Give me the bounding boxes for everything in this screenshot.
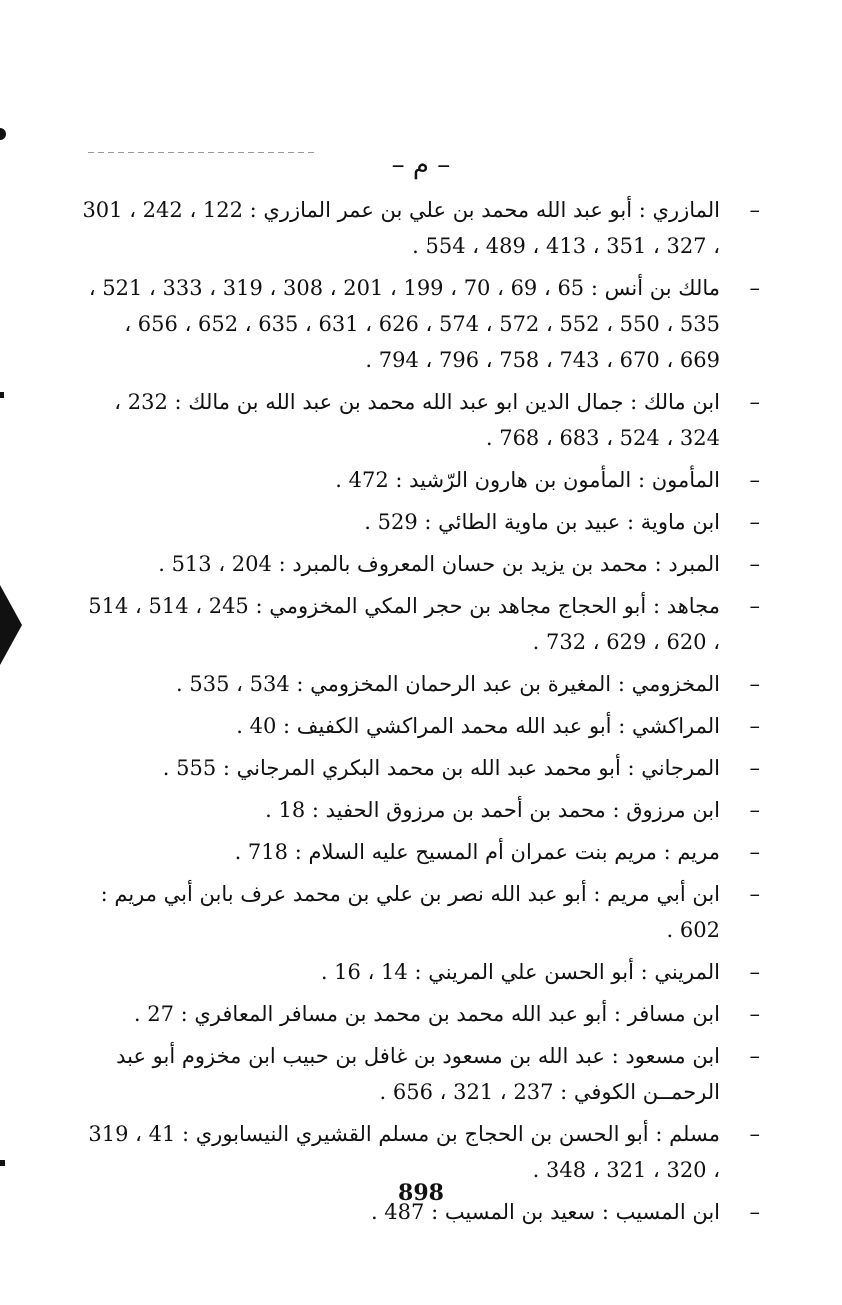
entry-head: المأمون : — [637, 468, 720, 492]
entry-head: ابن المسيب : — [601, 1200, 720, 1224]
entry-head: ابن مرزوق : — [612, 798, 720, 822]
entry-dash: – — [749, 840, 760, 864]
entry-body: أبو الحجاج مجاهد بن حجر المكي المخزومي : 245 ، 514 ، 514 ، 620 ، 629 ، 732 . — [88, 594, 720, 654]
index-entry — [80, 708, 760, 744]
index-entry — [80, 1038, 760, 1110]
entry-dash: – — [749, 594, 760, 618]
entry-body: أبو عبد الله نصر بن علي بن محمد عرف بابن أبي مريم : 602 . — [100, 882, 720, 942]
entry-body: جمال الدين ابو عبد الله محمد بن عبد الله بن مالك : 232 ، 324 ، 524 ، 683 ، 768 . — [114, 390, 720, 450]
entry-head: المبرد : — [654, 552, 720, 576]
entry-dash: – — [749, 1122, 760, 1146]
entry-dash: – — [749, 756, 760, 780]
scan-edge-mark — [0, 128, 6, 140]
entry-dash: – — [749, 1044, 760, 1068]
entry-dash: – — [749, 276, 760, 300]
scan-edge-mark — [0, 392, 4, 398]
entry-dash: – — [749, 1002, 760, 1026]
entry-head: المراكشي : — [618, 714, 720, 738]
index-entry — [80, 876, 760, 948]
entry-body: أبو عبد الله محمد بن محمد بن مسافر المعافري : 27 . — [133, 1002, 608, 1026]
index-entry — [80, 996, 760, 1032]
entry-dash: – — [749, 468, 760, 492]
entry-body: أبو محمد عبد الله بن محمد البكري المرجاني : 555 . — [162, 756, 621, 780]
entry-dash: – — [749, 510, 760, 534]
index-entry — [80, 546, 760, 582]
index-entry-list — [80, 192, 760, 1236]
entry-body: أبو عبد الله محمد المراكشي الكفيف : 40 . — [236, 714, 612, 738]
index-entry — [80, 834, 760, 870]
entry-body: محمد بن أحمد بن مرزوق الحفيد : 18 . — [265, 798, 606, 822]
entry-dash: – — [749, 198, 760, 222]
entry-body: سعيد بن المسيب : 487 . — [370, 1200, 596, 1224]
entry-head: ابن مالك : — [630, 390, 720, 414]
entry-body: عبيد بن ماوية الطائي : 529 . — [364, 510, 621, 534]
scan-edge-mark — [0, 585, 22, 665]
entry-dash: – — [749, 1200, 760, 1224]
index-entry — [80, 192, 760, 264]
entry-head: مجاهد : — [652, 594, 720, 618]
scan-edge-mark — [0, 1160, 5, 1166]
entry-body: أبو الحسن علي المريني : 14 ، 16 . — [320, 960, 634, 984]
index-entry — [80, 954, 760, 990]
entry-head: المخزومي : — [617, 672, 720, 696]
entry-body: أبو الحسن بن الحجاج بن مسلم القشيري النيسابوري : 41 ، 319 ، 320 ، 321 ، 348 . — [88, 1122, 720, 1182]
entry-head: مسلم : — [655, 1122, 720, 1146]
entry-head: المرجاني : — [627, 756, 720, 780]
index-entry — [80, 270, 760, 378]
entry-head: ابن ماوية : — [627, 510, 720, 534]
index-entry — [80, 666, 760, 702]
entry-body: عبد الله بن مسعود بن غافل بن حبيب ابن مخزوم أبو عبد الرحمــن الكوفي : 237 ، 321 ، 656 . — [116, 1044, 720, 1104]
index-entry — [80, 462, 760, 498]
entry-head: ابن أبي مريم : — [593, 882, 720, 906]
index-entry — [80, 750, 760, 786]
entry-body: 65 ، 69 ، 70 ، 199 ، 201 ، 308 ، 319 ، 333 ، 521 ، 535 ، 550 ، 552 ، 572 ، 574 ، 626 ، 631 ، 635 ، 652 ، 656 ، 669 ، 670 ، 743 ، 758 ، 796 ، 794 . — [88, 276, 720, 372]
entry-body: أبو عبد الله محمد بن علي بن عمر المازري : 122 ، 242 ، 301 ، 327 ، 351 ، 413 ، 489 ، 554 . — [82, 198, 720, 258]
entry-dash: – — [749, 390, 760, 414]
entry-dash: – — [749, 552, 760, 576]
entry-dash: – — [749, 960, 760, 984]
entry-head: المريني : — [640, 960, 720, 984]
entry-head: مريم : — [663, 840, 720, 864]
entry-head: ابن مسعود : — [611, 1044, 720, 1068]
page-number: 898 — [398, 1180, 444, 1206]
index-entry — [80, 504, 760, 540]
index-entry — [80, 588, 760, 660]
entry-head: المازري : — [638, 198, 720, 222]
entry-dash: – — [749, 672, 760, 696]
entry-body: المأمون بن هارون الرّشيد : 472 . — [335, 468, 632, 492]
entry-head: مالك بن أنس : — [590, 276, 720, 300]
entry-body: محمد بن يزيد بن حسان المعروف بالمبرد : 204 ، 513 . — [158, 552, 648, 576]
entry-dash: – — [749, 882, 760, 906]
section-letter-heading: – م – — [391, 150, 451, 180]
index-entry — [80, 792, 760, 828]
index-entry — [80, 1116, 760, 1188]
entry-dash: – — [749, 714, 760, 738]
entry-dash: – — [749, 798, 760, 822]
index-entry — [80, 384, 760, 456]
entry-body: مريم بنت عمران أم المسيح عليه السلام : 718 . — [234, 840, 657, 864]
entry-body: المغيرة بن عبد الرحمان المخزومي : 534 ، 535 . — [176, 672, 612, 696]
entry-head: ابن مسافر : — [613, 1002, 720, 1026]
